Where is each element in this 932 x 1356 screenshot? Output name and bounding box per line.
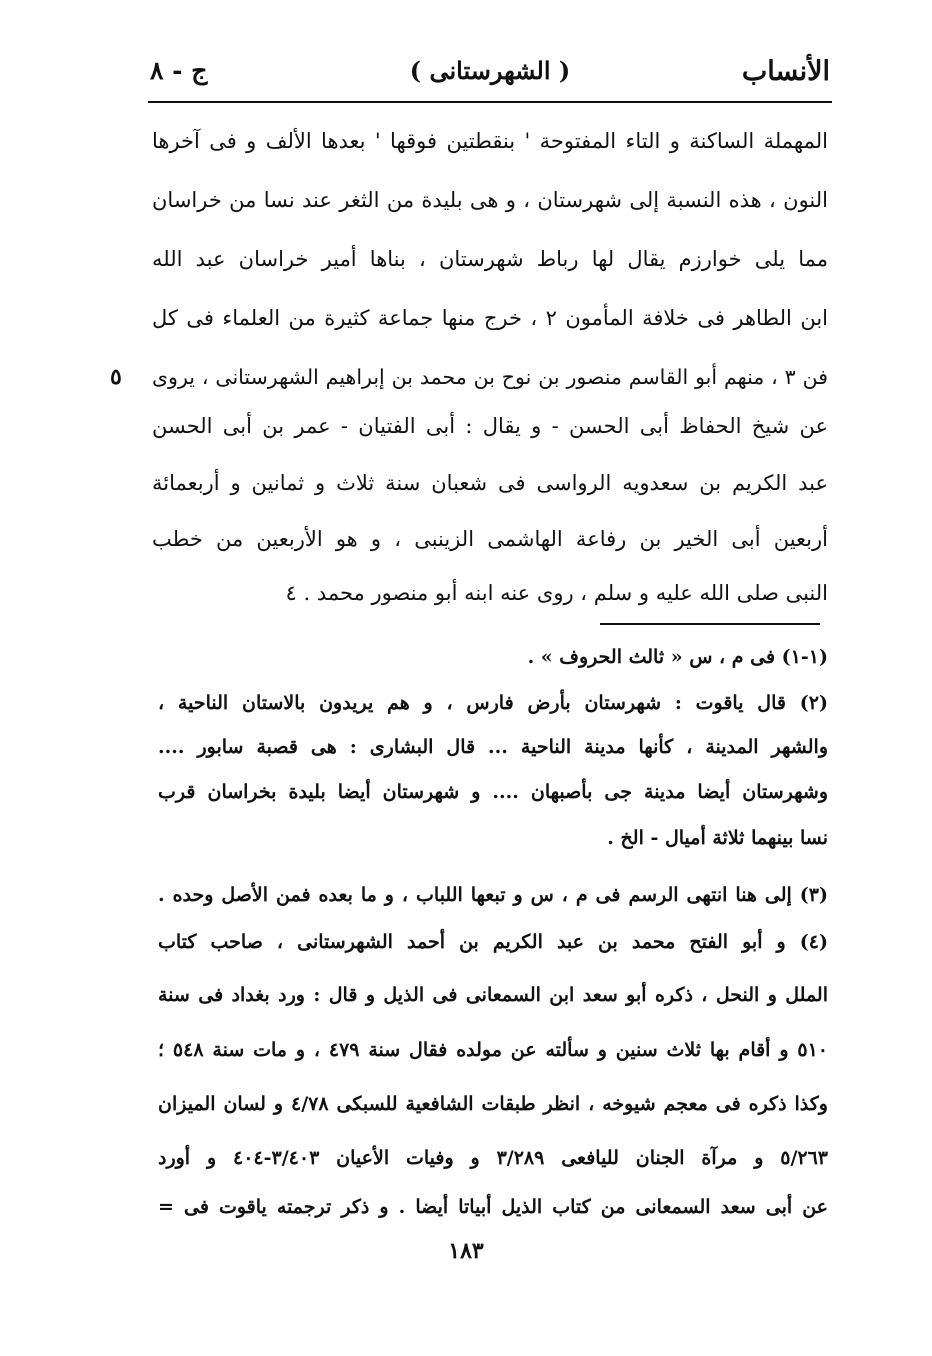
- margin-line-number: ٥: [110, 364, 122, 390]
- header-rule: [148, 101, 832, 103]
- footnote-line: (٣) إلى هنا انتهى الرسم فى م ، س و تبعها اللباب ، و ما بعده فمن الأصل وحده .: [158, 884, 828, 906]
- footnote-line: نسا بينهما ثلاثة أميال - الخ .: [607, 827, 828, 849]
- footnote-line: ٥١٠ و أقام بها ثلاث سنين و سألته عن مولده فقال سنة ٤٧٩ ، و مات سنة ٥٤٨ ؛: [158, 1039, 828, 1061]
- footnote-separator: [600, 623, 820, 625]
- body-line: النون ، هذه النسبة إلى شهرستان ، و هى بليدة من الثغر عند نسا من خراسان: [152, 188, 828, 212]
- body-line: ابن الطاهر فى خلافة المأمون ٢ ، خرج منها جماعة كثيرة من العلماء فى كل: [152, 306, 828, 330]
- body-line: أربعين أبى الخير بن رفاعة الهاشمى الزينبى ، و هو الأربعين من خطب: [152, 527, 828, 551]
- header-volume: ج - ٨: [150, 56, 208, 85]
- running-header: [150, 52, 830, 96]
- header-book-title: الأنساب: [741, 56, 830, 87]
- body-line: عن شيخ الحفاظ أبى الحسن - و يقال : أبى الفتيان - عمر بن أبى الحسن: [152, 414, 828, 438]
- body-line: عبد الكريم بن سعدويه الرواسى فى شعبان سنة ثلاث و ثمانين و أربعمائة: [152, 471, 828, 495]
- footnote-line: الملل و النحل ، ذكره أبو سعد ابن السمعانى فى الذيل و قال : ورد بغداد فى سنة: [158, 984, 828, 1006]
- footnote-line: ٥/٢٦٣ و مرآة الجنان لليافعى ٣/٢٨٩ و وفيات الأعيان ٣/٤٠٣-٤٠٤ و أورد: [158, 1147, 829, 1169]
- footnote-line: (٤) و أبو الفتح محمد بن عبد الكريم بن أحمد الشهرستانى ، صاحب كتاب: [158, 931, 828, 953]
- footnote-line: عن أبى سعد السمعانى من كتاب الذيل أبياتا أيضا . و ذكر ترجمته ياقوت فى =: [158, 1196, 828, 1218]
- body-line: النبى صلى الله عليه و سلم ، روى عنه ابنه أبو منصور محمد . ٤: [285, 581, 828, 605]
- footnote-line: (١-١) فى م ، س « ثالث الحروف » .: [527, 646, 828, 668]
- footnote-line: والشهر المدينة ، كأنها مدينة الناحية ... قال البشارى : هى قصبة سابور ....: [158, 736, 828, 758]
- header-entry-title: ( الشهرستانى ): [409, 56, 571, 85]
- footnote-line: وكذا ذكره فى معجم شيوخه ، انظر طبقات الشافعية للسبكى ٤/٧٨ و لسان الميزان: [158, 1093, 828, 1115]
- footnote-line: (٢) قال ياقوت : شهرستان بأرض فارس ، و هم يريدون بالاستان الناحية ،: [158, 692, 828, 714]
- body-line: مما يلى خوارزم يقال لها رباط شهرستان ، بناها أمير خراسان عبد الله: [152, 247, 828, 271]
- body-line: فن ٣ ، منهم أبو القاسم منصور بن نوح بن محمد بن إبراهيم الشهرستانى ، يروى: [152, 365, 828, 389]
- footnote-line: وشهرستان أيضا مدينة جى بأصبهان .... و شهرستان أيضا بليدة بخراسان قرب: [158, 781, 828, 803]
- body-line: المهملة الساكنة و التاء المفتوحة ' بنقطتين فوقها ' بعدها الألف و فى آخرها: [152, 129, 828, 153]
- page-number: ١٨٣: [448, 1238, 484, 1264]
